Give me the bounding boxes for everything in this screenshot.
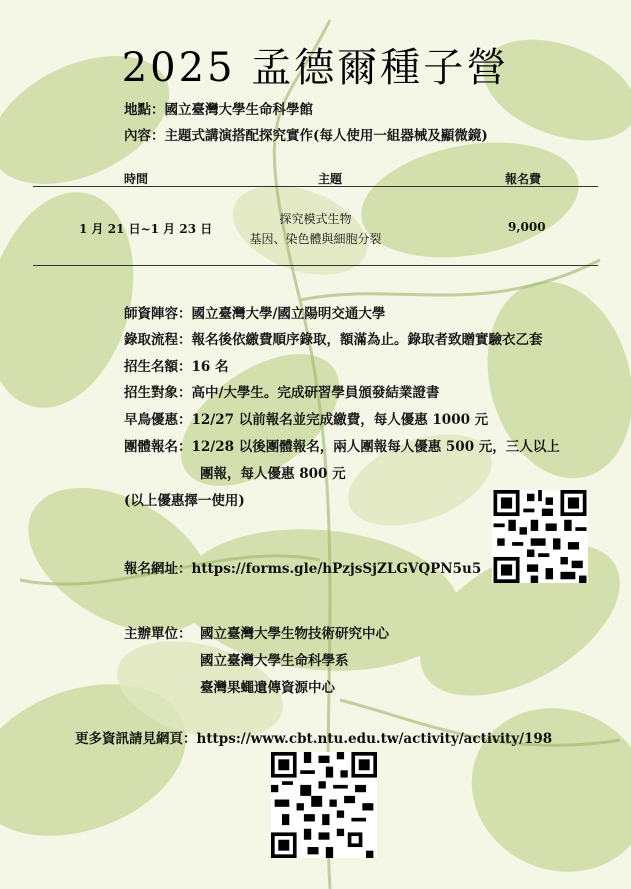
- page-title: 2025 孟德爾種子營: [121, 45, 510, 91]
- detail-value: 12/28 以後團體報名，兩人團報每人優惠 500 元，三人以上: [191, 439, 560, 455]
- table-cell-topic-line2: 基因、染色體與細胞分裂: [249, 232, 382, 246]
- detail-value: 報名後依繳費順序錄取，額滿為止。錄取者致贈實驗衣乙套: [191, 332, 543, 348]
- detail-value: 16 名: [191, 359, 229, 375]
- detail-value: 12/27 以前報名並完成繳費，每人優惠 1000 元: [191, 412, 489, 428]
- table-cell-fee: 9,000: [508, 220, 546, 234]
- signup-row: [124, 557, 481, 577]
- detail-row: [124, 328, 543, 348]
- signup-link[interactable]: https://forms.gle/hPzjsSjZLGVQPN5u5: [191, 561, 482, 577]
- detail-label: 招生對象：: [124, 385, 192, 401]
- organizer-line: 臺灣果蠅遺傳資源中心: [200, 680, 335, 696]
- table-header-topic: 主題: [318, 172, 343, 186]
- group-continuation: 團報，每人優惠 800 元: [200, 466, 346, 482]
- detail-row: [124, 408, 488, 428]
- detail-row: [124, 435, 560, 455]
- detail-label: 早鳥優惠：: [124, 412, 192, 428]
- detail-row: [124, 302, 385, 322]
- content-text: 內容：主題式講演搭配探究實作(每人使用一組器械及顯微鏡): [124, 128, 488, 144]
- detail-value: 高中/大學生。完成研習學員頒發結業證書: [191, 385, 440, 401]
- signup-label: 報名網址：: [124, 561, 192, 577]
- website-qr-code[interactable]: [271, 752, 377, 858]
- detail-label: 師資陣容：: [124, 306, 192, 322]
- more-info-link[interactable]: 更多資訊請見網頁：https://www.cbt.ntu.edu.tw/activity/activity/198: [75, 731, 553, 747]
- organizer-line: 國立臺灣大學生命科學系: [200, 653, 349, 669]
- location-text: 地點：國立臺灣大學生命科學館: [124, 102, 313, 118]
- detail-row: [124, 381, 439, 401]
- table-header-time: 時間: [124, 172, 149, 186]
- discount-note: (以上優惠擇一使用): [124, 493, 245, 509]
- detail-row: [124, 355, 229, 375]
- signup-qr-code[interactable]: [492, 490, 588, 583]
- table-cell-topic-line1: 探究模式生物: [279, 212, 352, 226]
- table-header-fee: 報名費: [505, 172, 542, 186]
- detail-label: 招生名額：: [124, 359, 192, 375]
- organizer-line: 國立臺灣大學生物技術研究中心: [200, 626, 389, 642]
- detail-label: 團體報名：: [124, 439, 192, 455]
- table-bottom-rule: [33, 265, 598, 266]
- table-cell-time: 1 月 21 日~1 月 23 日: [79, 222, 213, 236]
- detail-value: 國立臺灣大學/國立陽明交通大學: [191, 306, 386, 322]
- detail-label: 錄取流程：: [124, 332, 192, 348]
- organizer-label: 主辦單位：: [124, 626, 192, 642]
